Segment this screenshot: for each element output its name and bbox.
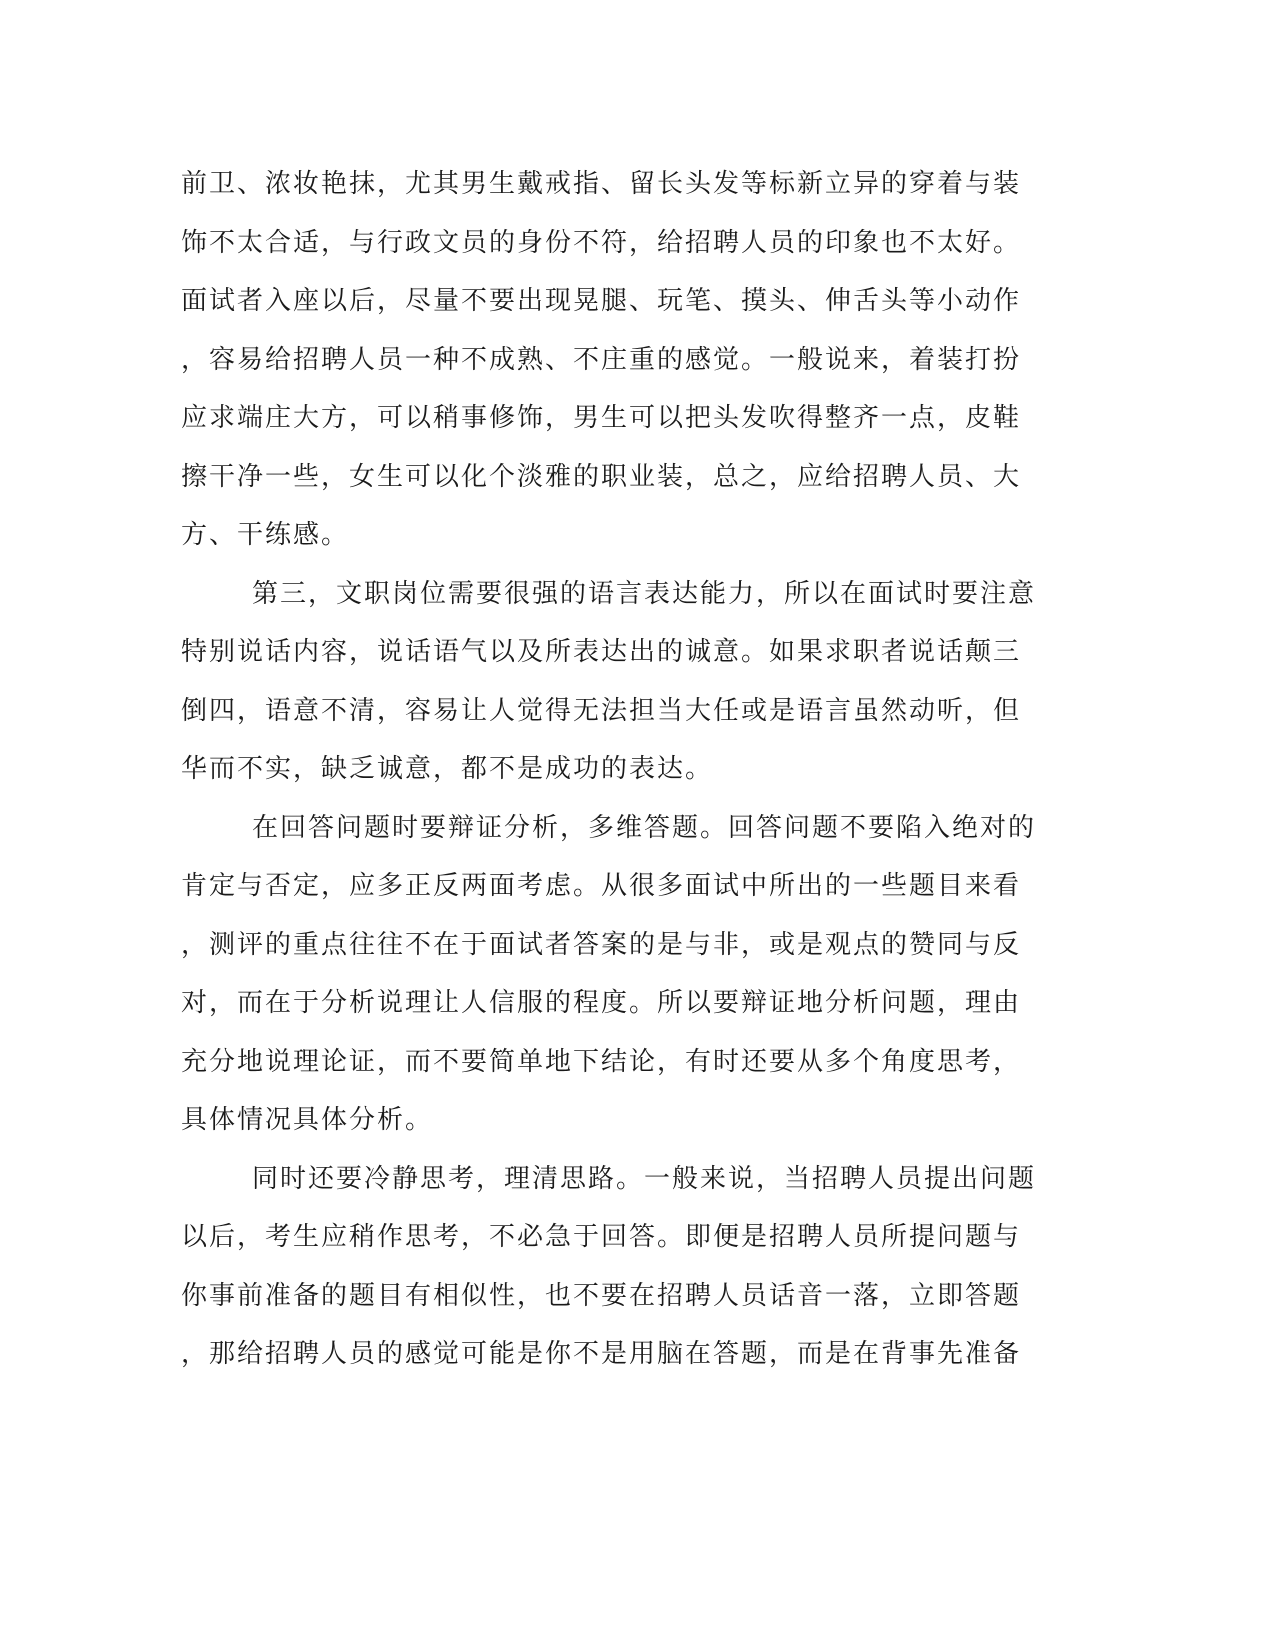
text-line: 对，而在于分析说理让人信服的程度。所以要辩证地分析问题，理由 [181, 988, 1022, 1018]
text-line: 倒四，语意不清，容易让人觉得无法担当大任或是语言虽然动听，但 [181, 695, 1022, 726]
text-line: ，容易给招聘人员一种不成熟、不庄重的感觉。一般说来，着装打扮 [181, 344, 1022, 375]
text-line: 方、干练感。 [181, 520, 350, 550]
text-line: ，测评的重点往往不在于面试者答案的是与非，或是观点的赞同与反 [181, 929, 1022, 960]
text-line: 华而不实，缺乏诚意，都不是成功的表达。 [181, 754, 714, 784]
text-line: 面试者入座以后，尽量不要出现晃腿、玩笔、摸头、伸舌头等小动作 [181, 286, 1022, 316]
text-line: 在回答问题时要辩证分析，多维答题。回答问题不要陷入绝对的 [252, 812, 1037, 843]
paragraph [181, 565, 1041, 799]
text-line: 前卫、浓妆艳抹，尤其男生戴戒指、留长头发等标新立异的穿着与装 [181, 169, 1022, 199]
text-line: 肯定与否定，应多正反两面考虑。从很多面试中所出的一些题目来看 [181, 871, 1022, 901]
text-line: 具体情况具体分析。 [181, 1105, 434, 1135]
paragraph [181, 155, 1041, 565]
paragraph [181, 1150, 1041, 1384]
text-line: 你事前准备的题目有相似性，也不要在招聘人员话音一落，立即答题 [181, 1280, 1022, 1311]
text-line: ，那给招聘人员的感觉可能是你不是用脑在答题，而是在背事先准备 [181, 1339, 1022, 1369]
text-line: 饰不太合适，与行政文员的身份不符，给招聘人员的印象也不太好。 [181, 227, 1022, 258]
text-line: 擦干净一些，女生可以化个淡雅的职业装，总之，应给招聘人员、大 [181, 461, 1022, 492]
text-line: 应求端庄大方，可以稍事修饰，男生可以把头发吹得整齐一点，皮鞋 [181, 403, 1022, 433]
text-line: 充分地说理论证，而不要简单地下结论，有时还要从多个角度思考， [181, 1046, 1022, 1077]
text-line: 以后，考生应稍作思考，不必急于回答。即便是招聘人员所提问题与 [181, 1222, 1022, 1252]
paragraph [181, 799, 1041, 1150]
text-line: 特别说话内容，说话语气以及所表达出的诚意。如果求职者说话颠三 [181, 637, 1022, 667]
text-line: 第三，文职岗位需要很强的语言表达能力，所以在面试时要注意 [252, 578, 1037, 609]
document-body [181, 155, 1041, 1384]
text-line: 同时还要冷静思考，理清思路。一般来说，当招聘人员提出问题 [252, 1163, 1037, 1194]
